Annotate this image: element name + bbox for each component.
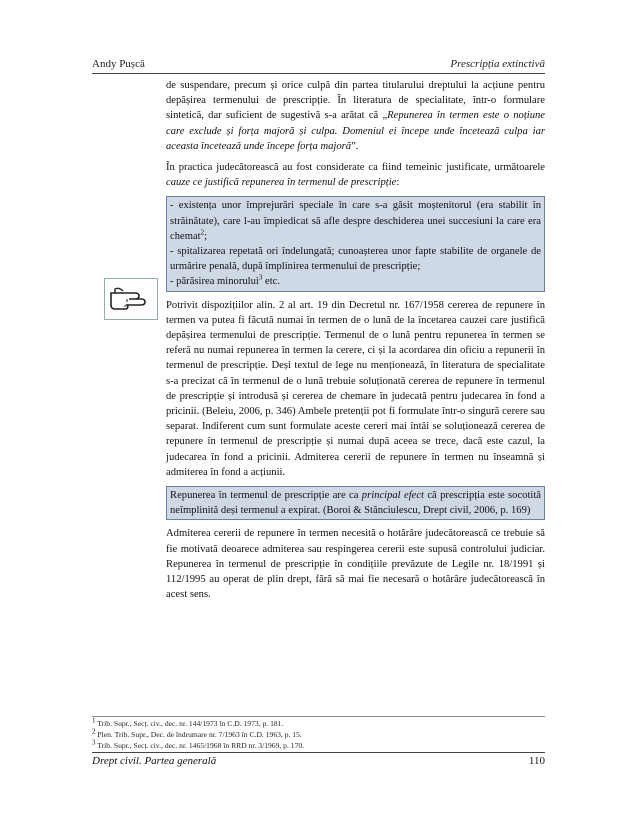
paragraph-2-italic: cauze ce justifică repunerea în termenul de prescripție (166, 177, 397, 189)
footnote (92, 740, 304, 751)
effect-start: Repunerea în termenul de prescripție are ca (170, 490, 362, 502)
page-body (166, 78, 545, 609)
paragraph-2 (166, 160, 545, 190)
footnote-text: Plen. Trib. Supr., Dec. de îndrumare nr. 7/1963 în C.D. 1963, p. 15. (97, 730, 302, 739)
paragraph-4: Admiterea cererii de repunere în termen necesită o hotărâre judecătorească ce trebuie să fie motivată deoarece admiterea sau respingerea cererii este supusă controlului judiciar. Repunerea în termenul de prescripție în condițiile prevăzute de Legile nr. 18/1991 și 112/1995 au operat de plin drept, fără să mai fie necesară o hotărâre judecătorească în acest sens. (166, 528, 545, 601)
cause-1-text: - existența unor împrejurări speciale în care s-a găsit moștenitorul (era stabilit în străinătate), care l-au împiedicat să afle despre deschiderea unei succesiuni la care era chemat (170, 200, 541, 242)
footnote (92, 718, 304, 729)
paragraph-1-end: ”. (351, 140, 359, 152)
footnote-ref-2: 2 (200, 228, 205, 237)
footer-title: Drept civil. Partea generală (92, 755, 217, 767)
effect-end: că prescripția este socotită neîmplinită deși termenul a expirat. (Boroi & Stănciulescu, Drept civil, 2006, p. 169) (170, 490, 541, 517)
effect-italic: principal efect (361, 490, 424, 502)
causes-box (166, 196, 545, 291)
footnote-number: 2 (92, 727, 96, 736)
footnote (92, 729, 304, 740)
footer-rule (92, 752, 545, 753)
header-author: Andy Pușcă (92, 58, 145, 70)
paragraph-1 (166, 78, 545, 154)
footnote-number: 1 (92, 716, 96, 725)
cause-1-end: ; (204, 230, 208, 242)
footnotes (92, 718, 304, 751)
footnote-text: Trib. Supr., Secț. civ., dec. nr. 1465/1968 în RRD nr. 3/1969, p. 170. (97, 741, 305, 750)
effect-text (170, 488, 541, 518)
cause-3-end: etc. (262, 276, 280, 288)
paragraph-3: Potrivit dispozițiilor alin. 2 al art. 19 din Decretul nr. 167/1958 cererea de repunere în termen va putea fi făcută numai în termen de o lună de la încetarea cauzei care justifică depășirea termenului de prescripție. Termenul de o lună pentru repunerea în termen se referă nu numai repunerea în termen la cerere, ci și la acordarea din oficiu a repunerii în termenul de prescripție. Deși textul de lege nu menționează, în literatura de specialitate s-a precizat că în termenul de o lună trebuie soluționată cererea de repunere în termenul de prescripție și introdusă și cererea de chemare în judecată pentru judecarea în fond a pricinii. (Beleiu, 2006, p. 346) Ambele pretenții pot fi formulate într-o singură cerere sau separat. Indiferent cum sunt formulate aceste cereri mai întâi se soluționează cererea de repunere în termenul de prescripție și numai după aceea se trece, dacă este cazul, la judecarea în fond a pricinii. Admiterea cererii de repunere în termen nu înseamnă și admiterea în fond a acțiunii. (166, 299, 545, 478)
cause-3-text: - părăsirea minorului (170, 276, 259, 288)
paragraph-2-text: În practica judecătorească au fost considerate ca fiind temeinic justificate, următoarele (166, 162, 545, 174)
footnote-number: 3 (92, 738, 96, 747)
cause-item: - spitalizarea repetată ori îndelungată; cunoașterea unor fapte stabilite de organele de urmărire penală, după împlinirea termenului de prescripție; (170, 246, 541, 273)
paragraph-1-text: de suspendare, precum și orice culpă din partea titularului dreptului la acțiune pentru depășirea termenului de prescripție. În literatura de specialitate, într-o formulare sintetică, dar suficient de sugestivă s-a arătat că „ (166, 80, 545, 122)
cause-item (170, 274, 541, 289)
effect-box (166, 486, 545, 520)
paragraph-2-end: : (396, 177, 400, 189)
pointing-hand-icon (104, 278, 158, 320)
page-number: 110 (528, 755, 545, 767)
header-rule (92, 73, 545, 74)
paragraph-1-quote: Repunerea în termen este o noțiune care exclude și forța majoră și culpa. Domeniul ei începe unde încetează culpa iar aceasta încetează unde începe forța majoră (166, 110, 545, 152)
footnote-text: Trib. Supr., Secț. civ., dec. nr. 144/1973 în C.D. 1973, p. 181. (97, 719, 284, 728)
cause-item (170, 198, 541, 244)
header-topic: Prescripția extinctivă (450, 58, 545, 70)
footnote-ref-3: 3 (258, 273, 263, 282)
footnote-rule (92, 716, 545, 717)
